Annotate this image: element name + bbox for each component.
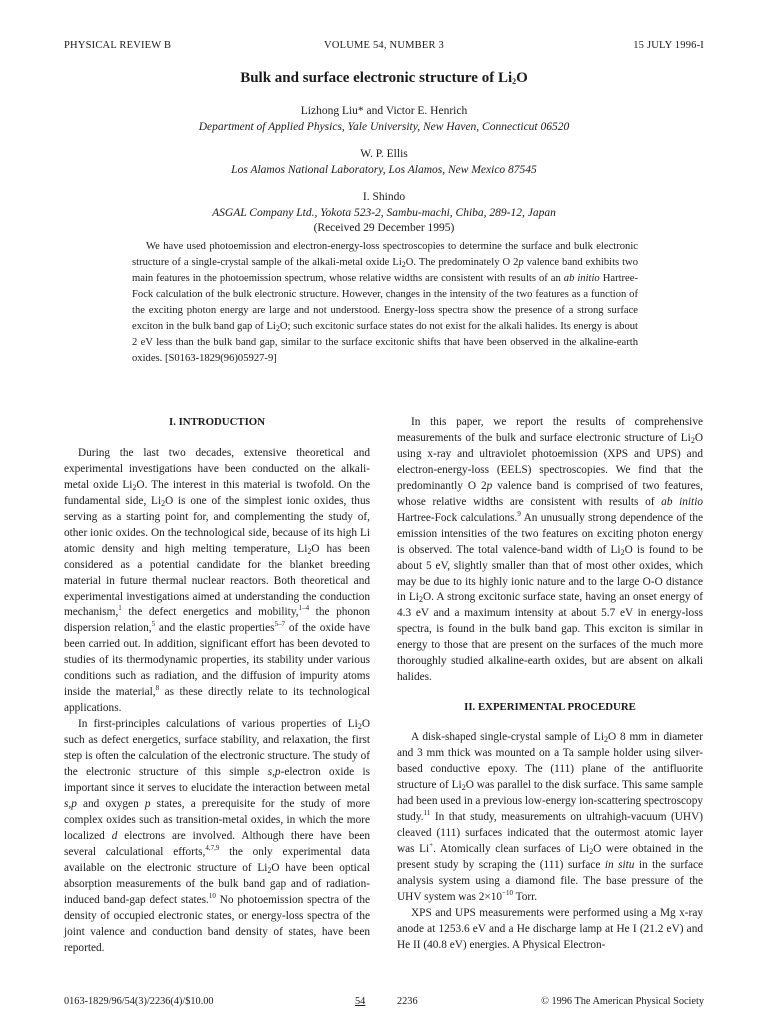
affiliation-3: ASGAL Company Ltd., Yokota 523-2, Sambu-machi, Chiba, 289-12, Japan bbox=[212, 207, 556, 219]
affiliation-1: Department of Applied Physics, Yale University, New Haven, Connecticut 06520 bbox=[198, 121, 570, 133]
author-names-3: I. Shindo bbox=[362, 191, 406, 203]
issue-date: 15 JULY 1996-I bbox=[633, 40, 704, 51]
right-column bbox=[397, 415, 703, 954]
intro-paragraph-2: In first-principles calculations of various properties of $Li_2O$ such as defect energetics, surface stability, and relaxation, the first step is often the calculation of the electronic structure. The study of the electronic structure of this simple s,p-electron oxide is important since it serves to elucidate the interaction between metal s,p and oxygen p states, a prerequisite for the study of more complex oxides such as transition-metal oxides, in which the more localized d electrons are involved. Although there have been several calculational efforts,$^{4,7,9}$ the only experimental data available on the electronic structure of $Li_2O$ have been optical absorption measurements of the bulk band gap and of radiation-induced band-gap defect states.$^{10}$ No photoemission spectra of the density of occupied electronic states, or energy-loss spectra of the joint valence and conduction band density of states, have been reported. bbox=[64, 718, 371, 954]
paper-title: Bulk and surface electronic structure of $Li_2O$ bbox=[240, 70, 528, 86]
section-heading-experimental: II. EXPERIMENTAL PROCEDURE bbox=[464, 701, 636, 714]
section-heading-introduction: I. INTRODUCTION bbox=[169, 416, 265, 428]
author-names-1: Lizhong Liu* and Victor E. Henrich bbox=[300, 105, 468, 117]
copyright: © 1996 The American Physical Society bbox=[541, 996, 704, 1007]
footer-volume: 54 bbox=[355, 996, 366, 1007]
abstract: We have used photoemission and electron-energy-loss spectroscopies to determine the surface and bulk electronic structure of a single-crystal sample of the alkali-metal oxide $Li_2O$. The predominately O 2p valence band exhibits two main features in the photoemission spectrum, whose relative widths are consistent with results of an ab initio Hartree-Fock calculation of the bulk electronic structure. However, changes in the intensity of the two features as a function of the exciting photon energy are large and not understood. Energy-loss spectra show the presence of a strong surface exciton in the bulk band gap of $Li_2O$; such excitonic surface states do not exist for the alkali halides. Its energy is about 2 eV less than the bulk band gap, similar to the surface excitonic shifts that have been observed in the alkaline-earth oxides. [S0163-1829(96)05927-9] bbox=[132, 241, 639, 364]
experimental-paragraph-2: XPS and UPS measurements were performed using a Mg x-ray anode at 1253.6 eV and a He discharge lamp at He I (21.2 eV) and He II (40.8 eV) energies. A Physical Electron- bbox=[397, 906, 703, 951]
journal-name: PHYSICAL REVIEW B bbox=[64, 40, 172, 51]
page-number: 2236 bbox=[397, 996, 418, 1007]
experimental-paragraph-1: A disk-shaped single-crystal sample of $Li_2O$ 8 mm in diameter and 3 mm thick was mounted on a Ta sample holder using silver-based conductive epoxy. The (111) plane of the antifluorite structure of $Li_2O$ was parallel to the disk surface. This same sample had been used in a previous low-energy ion-scattering spectroscopy study.$^{11}$ In that study, measurements on ultrahigh-vacuum (UHV) cleaved (111) surfaces indicated that the outermost atomic layer was Li+. Atomically clean surfaces of $Li_2O$ were obtained in the present study by scraping the (111) surface in situ in the surface analysis system using a diamond file. The base pressure of the UHV system was $2\times 10^{-10}$ Torr. bbox=[397, 731, 704, 903]
intro-paragraph-3: In this paper, we report the results of comprehensive measurements of the bulk and surface electronic structure of $Li_2O$ using x-ray and ultraviolet photoemission (XPS and UPS) and electron-energy-loss (EELS) spectroscopies. We find that the predominantly O 2p valence band is comprised of two features, whose relative widths are consistent with results of ab initio Hartree-Fock calculations.$^9$ An unusually strong dependence of the emission intensities of the two features on exciting photon energy is observed. The total valence-band width of $Li_2O$ is found to be about 5 eV, slightly smaller than that of most other oxides, which may be due to its highly ionic nature and to the large O-O distance in $Li_2O$. A strong excitonic surface state, having an onset energy of 4.3 eV and a maximum intensity at about 5.7 eV in energy-loss spectra, is found in the bulk band gap. This exciton is similar in energy to those that are present on the surfaces of the much more thoroughly studied alkaline-earth oxides, but are absent on alkali halides. bbox=[397, 416, 703, 684]
intro-paragraph-1: During the last two decades, extensive theoretical and experimental investigations have been conducted on the alkali-metal oxide $Li_2O$. The interest in this material is twofold. On the fundamental side, $Li_2O$ is one of the simplest ionic oxides, thus serving as a starting point for, and complementing the study of, other ionic oxides. On the technological side, because of its high Li atomic density and high melting temperature, $Li_2O$ has been considered as a potential candidate for the blanket breeding material in future thermal nuclear reactors. Both theoretical and experimental investigations aimed at understanding the conduction mechanism,$^1$ the defect energetics and mobility,$^{1-4}$ the phonon dispersion relation,$^5$ and the elastic properties$^{5-7}$ of the oxide have been carried out. In addition, significant effort has been devoted to studies of its thermodynamic properties, its stability under various conditions such as radiation, and the diffusion of impurity atoms inside the material,$^8$ as these directly relate to its technological applications. bbox=[64, 446, 371, 715]
volume-number: VOLUME 54, NUMBER 3 bbox=[324, 40, 444, 51]
left-column bbox=[64, 415, 370, 956]
received-date: (Received 29 December 1995) bbox=[313, 222, 455, 234]
author-names-2: W. P. Ellis bbox=[360, 148, 408, 160]
affiliation-2: Los Alamos National Laboratory, Los Alamos, New Mexico 87545 bbox=[231, 164, 537, 176]
footer-code: 0163-1829/96/54(3)/2236(4)/$10.00 bbox=[64, 996, 214, 1007]
